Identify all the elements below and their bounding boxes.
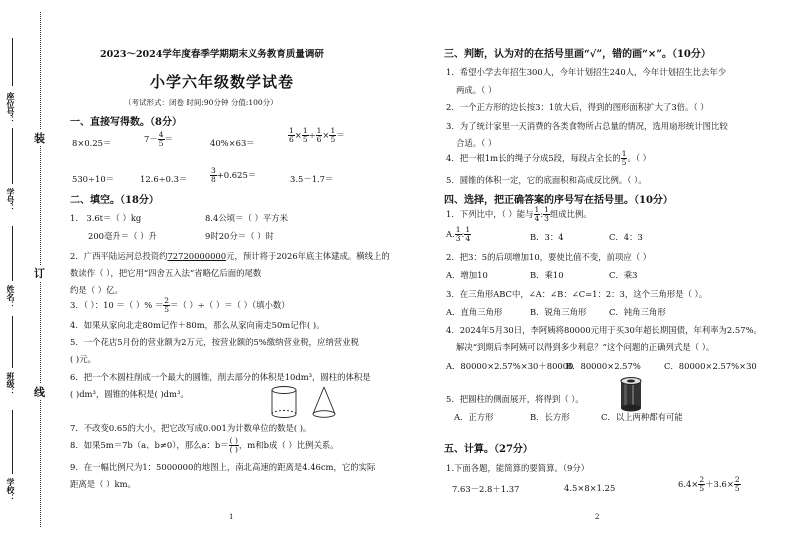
s4-q5-option-a: A．正方形 [454, 412, 494, 422]
s1-q-r2c2: 12.6÷0.3＝ [140, 174, 188, 184]
s2-q4: 4．如果从家向北走80m记作＋80m，那么从家向南走50m记作( )。 [70, 320, 325, 330]
s3-q4: 4．把一根1m长的绳子分成5段，每段占全长的 $\frac{1}{5}$ 。（ ） [446, 149, 652, 167]
s2-q1d: 9时20分＝（ ）时 [205, 231, 274, 241]
s1-q-r1c2: 7－ $\frac{4}{5}$ ＝ [144, 130, 173, 148]
s4-q4-option-b: B．80000×2.57% [566, 361, 641, 371]
s5-expr-1: 7.63－2.8＋1.37 [452, 484, 520, 494]
binding-mark-xian: 线 [34, 386, 45, 399]
cylinder-cone-figure [266, 384, 348, 420]
s5-expr-3: 6.4× $\frac{2}{5}$ ＋3.6× $\frac{2}{5}$ [678, 475, 740, 493]
s2-q1b: 8.4公顷＝（ ）平方米 [205, 213, 288, 223]
s4-q1-option-c: C．4：3 [609, 232, 643, 242]
section-1-heading: 一、直接写得数。（8分） [70, 117, 182, 128]
s3-q3a: 3．为了统计家里一天消费的各类食物所占总量的情况，选用扇形统计图比较 [446, 121, 728, 131]
section-2-heading: 二、填空。（18分） [70, 195, 159, 206]
class-line [12, 316, 14, 368]
s2-q6a: 6．把一个木圆柱削成一个最大的圆锥，削去部分的体积是10dm³，圆柱的体积是 [70, 372, 371, 382]
seat-line [12, 38, 14, 86]
student-no-line [12, 128, 14, 184]
binding-mark-ding: 订 [34, 267, 45, 280]
s4-q2-option-c: C．乘3 [609, 270, 638, 280]
s2-q2-line3: 约是（ ）亿。 [70, 285, 123, 295]
binding-mark-zhuang: 装 [34, 132, 45, 145]
exam-info: （考试形式：闭卷 时间:90分钟 分值:100分） [124, 98, 278, 107]
s4-q4a: 4．2024年5月30日，李阿姨将80000元用于买30年超长期国债，年利率为2.57%。 [446, 325, 762, 335]
school-line [12, 410, 14, 474]
seat-label: 座位号： [6, 92, 16, 124]
s2-q2-line1: 2．广西平陆运河总投资约72720000000元，预计将于2026年底主体建成。横线上的 [70, 251, 390, 261]
s4-q3-option-a: A．直角三角形 [446, 307, 503, 317]
section-5-heading: 五、计算。（27分） [444, 444, 533, 455]
s2-q5b: ( )元。 [70, 354, 96, 364]
s4-q2-option-a: A．增加10 [446, 270, 488, 280]
s4-q2-option-b: B．乘10 [530, 270, 564, 280]
s1-q-r2c4: 3.5－1.7＝ [290, 174, 334, 184]
s2-q9a: 9．在一幅比例尺为1：5000000的地图上，南北高速的距离是4.46cm，它的实际 [70, 462, 376, 472]
s1-q-r2c3: $\frac{3}{8}$ +0.625＝ [211, 166, 257, 184]
s5-sub-heading: 1.下面各题，能简算的要简算。（9分） [446, 463, 590, 473]
s4-q5: 5．把圆柱的侧面展开，将得到（ ）。 [446, 394, 584, 404]
s2-q8: 8．如果5m＝7b（a、b≠0），那么a：b＝ $\frac{( )}{( )}$ ，m和b成（ ）比例关系。 [70, 436, 339, 454]
s4-q3: 3．在三角形ABC中，∠A：∠B：∠C=1：2：3，这个三角形是（ ）。 [446, 289, 708, 299]
s2-q5a: 5．一个花店5月份的营业额为2万元，按营业额的5%缴纳营业税，应纳营业税 [70, 337, 359, 347]
s2-q1c: 200毫升＝（ ）升 [88, 231, 157, 241]
s2-q7: 7．不改变0.65的大小，把它改写成0.001为计数单位的数是( )。 [70, 423, 312, 433]
s4-q4-option-c: C．80000×2.57%×30 [664, 361, 757, 371]
roll-cylinder-figure [618, 375, 644, 413]
exam-subtitle: 2023～2024学年度春季学期期末义务教育质量调研 [100, 49, 324, 60]
class-label: 班级： [6, 372, 16, 396]
s1-q-r2c1: 530÷10＝ [72, 174, 115, 184]
s4-q3-option-b: B．锐角三角形 [530, 307, 587, 317]
s4-q4b: 解决“到期后李阿姨可以得到多少利息？”这个问题的正确列式是（ ）。 [456, 342, 715, 352]
s3-q5: 5．圆锥的体积一定，它的底面积和高成反比例。（ ）。 [446, 175, 647, 185]
student-no-label: 学号： [6, 188, 16, 212]
s3-q1b: 两成。（ ） [456, 85, 497, 95]
section-3-heading: 三、判断，认为对的在括号里画“√”，错的画“×”。（10分） [444, 49, 711, 60]
s2-q9b: 距离是（ ）km。 [70, 479, 136, 489]
s3-q2: 2．一个正方形的边长按3：1放大后，得到的图形面积扩大了3倍。（ ） [446, 102, 709, 112]
page-number-1: 1 [229, 513, 234, 521]
s3-q3b: 合适。（ ） [456, 138, 497, 148]
s4-q1-option-a: A. $\frac{1}{3}$ : $\frac{1}{4}$ [446, 225, 471, 243]
s2-q3: 3．（ ）：10 ＝（ ）% ＝ $\frac{2}{5}$ ＝（ ）÷（ ）＝（ ）（填小数） [70, 296, 290, 314]
s2-q1a: 1． 3.6t＝（ ）kg [70, 213, 142, 223]
s1-q-r1c4: $\frac{1}{6}$ × $\frac{1}{5}$ ÷ $\frac{1}{6}$ × $\frac{1}{5}$ ＝ [289, 126, 345, 144]
s5-expr-2: 4.5×8×1.25 [564, 483, 616, 493]
s4-q2: 2．把3：5的后项增加10，要使比值不变，前项应（ ） [446, 252, 652, 262]
s2-q6b: ( )dm³，圆锥的体积是( )dm³。 [70, 389, 189, 399]
s4-q4-option-a: A．80000×2.57%×30＋80000 [446, 361, 574, 371]
name-label: 姓名： [6, 285, 16, 309]
s1-q-r1c3: 40%×63＝ [210, 138, 255, 148]
section-4-heading: 四、选择，把正确答案的序号写在括号里。（10分） [444, 195, 673, 206]
exam-title: 小学六年级数学试卷 [150, 73, 295, 91]
s4-q5-option-b: B．长方形 [530, 412, 570, 422]
s2-q2-line2: 数读作（ ），把它用“四舍五入法”省略亿后面的尾数 [70, 268, 262, 278]
s4-q5-option-c: C．以上两种都有可能 [601, 412, 683, 422]
page-number-2: 2 [595, 513, 600, 521]
s4-q3-option-c: C．钝角三角形 [609, 307, 666, 317]
s1-q-r1c1: 8×0.25＝ [72, 138, 112, 148]
school-label: 学校： [6, 478, 16, 502]
s4-q1-option-b: B．3：4 [530, 232, 564, 242]
s4-q1: 1．下列比中，（ ）能与 $\frac{1}{4}$ : $\frac{1}{3}$ 组成比例。 [446, 205, 592, 223]
s3-q1a: 1．希望小学去年招生300人，今年计划招生240人，今年计划招生比去年少 [446, 67, 727, 77]
name-line [12, 226, 14, 281]
